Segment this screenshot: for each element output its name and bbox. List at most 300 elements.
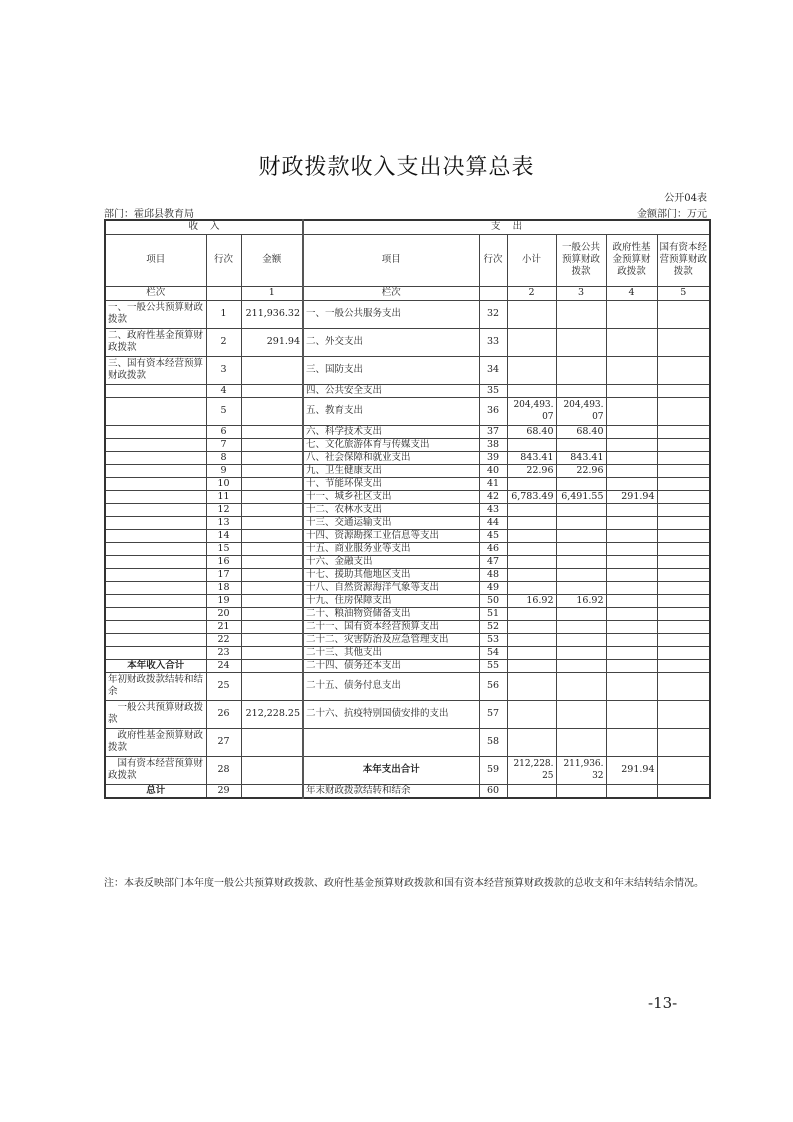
state-amount — [657, 490, 710, 503]
income-item — [105, 503, 206, 516]
state-amount — [657, 784, 710, 798]
income-row-no: 21 — [206, 620, 241, 633]
subtotal-amount: 212,228.25 — [507, 756, 556, 784]
general-amount: 843.41 — [556, 451, 606, 464]
state-amount — [657, 542, 710, 555]
table-row — [105, 425, 710, 438]
general-amount — [556, 328, 606, 356]
subtotal-amount — [507, 384, 556, 397]
income-row-no: 19 — [206, 594, 241, 607]
expense-item: 年末财政拨款结转和结余 — [303, 784, 479, 798]
fund-amount — [606, 784, 657, 798]
state-amount — [657, 594, 710, 607]
table-row — [105, 659, 710, 672]
state-amount — [657, 328, 710, 356]
general-amount: 22.96 — [556, 464, 606, 477]
income-item: 本年收入合计 — [105, 659, 206, 672]
department-label: 部门：霍邱县教育局 — [104, 209, 194, 220]
fund-amount — [606, 594, 657, 607]
income-amount — [241, 594, 303, 607]
state-amount — [657, 356, 710, 384]
general-amount — [556, 646, 606, 659]
general-amount — [556, 356, 606, 384]
expense-item: 十一、城乡社区支出 — [303, 490, 479, 503]
income-row-no: 5 — [206, 397, 241, 425]
table-row — [105, 542, 710, 555]
fund-amount — [606, 516, 657, 529]
page-number: -13- — [648, 994, 678, 1012]
income-amount — [241, 568, 303, 581]
expense-row-no: 47 — [479, 555, 507, 568]
fund-amount — [606, 700, 657, 728]
subtotal-amount — [507, 356, 556, 384]
income-item — [105, 568, 206, 581]
income-amount: 211,936.32 — [241, 300, 303, 328]
fund-amount — [606, 300, 657, 328]
expense-row-no: 38 — [479, 438, 507, 451]
general-amount — [556, 542, 606, 555]
expense-item: 十、节能环保支出 — [303, 477, 479, 490]
expense-row-no: 39 — [479, 451, 507, 464]
expense-row-no: 37 — [479, 425, 507, 438]
table-row — [105, 516, 710, 529]
subtotal-amount — [507, 300, 556, 328]
income-item — [105, 477, 206, 490]
income-item — [105, 425, 206, 438]
general-amount — [556, 384, 606, 397]
fund-amount — [606, 356, 657, 384]
expense-row-no: 44 — [479, 516, 507, 529]
income-amount — [241, 490, 303, 503]
table-row — [105, 555, 710, 568]
fund-amount — [606, 620, 657, 633]
income-row-no: 8 — [206, 451, 241, 464]
general-amount — [556, 607, 606, 620]
income-amount — [241, 756, 303, 784]
expense-row-no: 32 — [479, 300, 507, 328]
income-row-no: 13 — [206, 516, 241, 529]
income-item — [105, 620, 206, 633]
fund-amount — [606, 728, 657, 756]
income-row-no: 25 — [206, 672, 241, 700]
income-item — [105, 451, 206, 464]
income-item — [105, 464, 206, 477]
income-item — [105, 384, 206, 397]
expense-item: 九、卫生健康支出 — [303, 464, 479, 477]
income-amount — [241, 464, 303, 477]
income-amount — [241, 529, 303, 542]
general-amount — [556, 300, 606, 328]
income-header: 收 入 — [105, 220, 303, 234]
state-amount — [657, 581, 710, 594]
general-amount — [556, 503, 606, 516]
state-amount — [657, 672, 710, 700]
income-item — [105, 490, 206, 503]
income-item — [105, 581, 206, 594]
header-state: 国有资本经营预算财政拨款 — [657, 234, 710, 286]
expense-item: 七、文化旅游体育与传媒支出 — [303, 438, 479, 451]
income-amount — [241, 784, 303, 798]
page-title: 财政拨款收入支出决算总表 — [258, 155, 535, 180]
state-amount — [657, 756, 710, 784]
expense-item: 二十二、灾害防治及应急管理支出 — [303, 633, 479, 646]
general-amount: 211,936.32 — [556, 756, 606, 784]
expense-row-no: 51 — [479, 607, 507, 620]
income-row-no: 7 — [206, 438, 241, 451]
income-amount — [241, 646, 303, 659]
state-amount — [657, 300, 710, 328]
subtotal-amount — [507, 438, 556, 451]
income-item — [105, 542, 206, 555]
income-item: 国有资本经营预算财政拨款 — [105, 756, 206, 784]
table-row — [105, 397, 710, 425]
expense-item: 一、一般公共服务支出 — [303, 300, 479, 328]
fund-amount — [606, 646, 657, 659]
subtotal-amount — [507, 529, 556, 542]
expense-item: 十九、住房保障支出 — [303, 594, 479, 607]
income-amount — [241, 555, 303, 568]
expense-item: 十七、援助其他地区支出 — [303, 568, 479, 581]
expense-item: 十四、资源勘探工业信息等支出 — [303, 529, 479, 542]
header-subtotal: 小计 — [507, 234, 556, 286]
general-amount — [556, 438, 606, 451]
income-amount — [241, 477, 303, 490]
expense-row-no: 49 — [479, 581, 507, 594]
income-row-no: 3 — [206, 356, 241, 384]
subtotal-amount — [507, 646, 556, 659]
expense-row-no: 53 — [479, 633, 507, 646]
income-amount: 291.94 — [241, 328, 303, 356]
state-amount — [657, 568, 710, 581]
income-amount — [241, 438, 303, 451]
expense-item: 二十六、抗疫特别国债安排的支出 — [303, 700, 479, 728]
expense-row-no: 33 — [479, 328, 507, 356]
table-row — [105, 451, 710, 464]
expense-row-no: 42 — [479, 490, 507, 503]
income-item: 一、一般公共预算财政拨款 — [105, 300, 206, 328]
state-amount — [657, 728, 710, 756]
expense-item: 二十五、债务付息支出 — [303, 672, 479, 700]
subtotal-amount — [507, 633, 556, 646]
income-row-no: 14 — [206, 529, 241, 542]
table-row — [105, 700, 710, 728]
expense-item: 二十一、国有资本经营预算支出 — [303, 620, 479, 633]
income-item: 年初财政拨款结转和结余 — [105, 672, 206, 700]
general-amount: 16.92 — [556, 594, 606, 607]
general-amount — [556, 784, 606, 798]
header-exp-item: 项目 — [303, 234, 479, 286]
income-item — [105, 594, 206, 607]
subtotal-amount: 68.40 — [507, 425, 556, 438]
income-item — [105, 529, 206, 542]
table-row — [105, 384, 710, 397]
table-row — [105, 328, 710, 356]
general-amount — [556, 620, 606, 633]
income-amount — [241, 672, 303, 700]
expense-item: 十六、金融支出 — [303, 555, 479, 568]
subtotal-amount — [507, 516, 556, 529]
header-item: 项目 — [105, 234, 206, 286]
table-row — [105, 784, 710, 798]
subtotal-amount — [507, 581, 556, 594]
income-row-no: 4 — [206, 384, 241, 397]
expense-item — [303, 728, 479, 756]
expense-row-no: 46 — [479, 542, 507, 555]
income-item — [105, 438, 206, 451]
income-amount — [241, 607, 303, 620]
expense-item: 二十、粮油物资储备支出 — [303, 607, 479, 620]
general-amount — [556, 568, 606, 581]
subtotal-amount — [507, 328, 556, 356]
expense-row-no: 48 — [479, 568, 507, 581]
subtotal-amount — [507, 659, 556, 672]
col-2: 2 — [507, 286, 556, 300]
expense-row-no: 55 — [479, 659, 507, 672]
subtotal-amount — [507, 503, 556, 516]
expense-row-no: 56 — [479, 672, 507, 700]
expense-item: 十三、交通运输支出 — [303, 516, 479, 529]
income-item — [105, 516, 206, 529]
subtotal-amount: 843.41 — [507, 451, 556, 464]
income-row-no: 23 — [206, 646, 241, 659]
general-amount — [556, 555, 606, 568]
income-row-no: 22 — [206, 633, 241, 646]
exp-col-label: 栏次 — [303, 286, 479, 300]
expense-item: 四、公共安全支出 — [303, 384, 479, 397]
income-amount — [241, 451, 303, 464]
fund-amount — [606, 555, 657, 568]
table-row — [105, 464, 710, 477]
general-amount — [556, 672, 606, 700]
general-amount — [556, 529, 606, 542]
fund-amount — [606, 477, 657, 490]
expense-item: 二、外交支出 — [303, 328, 479, 356]
fund-amount — [606, 633, 657, 646]
income-row-no: 16 — [206, 555, 241, 568]
table-row — [105, 607, 710, 620]
state-amount — [657, 646, 710, 659]
subtotal-amount — [507, 542, 556, 555]
expense-row-no: 54 — [479, 646, 507, 659]
general-amount: 68.40 — [556, 425, 606, 438]
expense-row-no: 57 — [479, 700, 507, 728]
fund-amount — [606, 397, 657, 425]
fund-amount — [606, 503, 657, 516]
income-amount — [241, 542, 303, 555]
table-row — [105, 672, 710, 700]
header-fund: 政府性基金预算财政拨款 — [606, 234, 657, 286]
table-row — [105, 568, 710, 581]
subtotal-amount — [507, 784, 556, 798]
income-amount: 212,228.25 — [241, 700, 303, 728]
subtotal-amount: 204,493.07 — [507, 397, 556, 425]
state-amount — [657, 620, 710, 633]
table-row — [105, 646, 710, 659]
state-amount — [657, 438, 710, 451]
table-row — [105, 581, 710, 594]
expense-item: 三、国防支出 — [303, 356, 479, 384]
expense-item: 十二、农林水支出 — [303, 503, 479, 516]
income-row-no: 29 — [206, 784, 241, 798]
expense-row-no: 59 — [479, 756, 507, 784]
col-5: 5 — [657, 286, 710, 300]
expense-row-no: 36 — [479, 397, 507, 425]
state-amount — [657, 659, 710, 672]
table-row — [105, 356, 710, 384]
fund-amount — [606, 607, 657, 620]
subtotal-amount: 22.96 — [507, 464, 556, 477]
income-row-no: 20 — [206, 607, 241, 620]
fund-amount: 291.94 — [606, 490, 657, 503]
state-amount — [657, 451, 710, 464]
expense-item: 八、社会保障和就业支出 — [303, 451, 479, 464]
income-item: 一般公共预算财政拨款 — [105, 700, 206, 728]
income-row-no: 28 — [206, 756, 241, 784]
expense-row-no: 35 — [479, 384, 507, 397]
income-amount — [241, 356, 303, 384]
budget-table — [104, 219, 711, 799]
state-amount — [657, 529, 710, 542]
income-row-no: 12 — [206, 503, 241, 516]
state-amount — [657, 503, 710, 516]
income-item: 三、国有资本经营预算财政拨款 — [105, 356, 206, 384]
fund-amount — [606, 581, 657, 594]
header-amount: 金额 — [241, 234, 303, 286]
subtotal-amount — [507, 700, 556, 728]
income-row-no: 24 — [206, 659, 241, 672]
table-row — [105, 728, 710, 756]
state-amount — [657, 384, 710, 397]
state-amount — [657, 397, 710, 425]
expense-item: 十八、自然资源海洋气象等支出 — [303, 581, 479, 594]
fund-amount — [606, 542, 657, 555]
footnote: 注：本表反映部门本年度一般公共预算财政拨款、政府性基金预算财政拨款和国有资本经营预算财政拨款的总收支和年末结转结余情况。 — [104, 878, 704, 889]
header-general: 一般公共预算财政拨款 — [556, 234, 606, 286]
empty-cell — [479, 286, 507, 300]
income-item: 政府性基金预算财政拨款 — [105, 728, 206, 756]
state-amount — [657, 607, 710, 620]
income-row-no: 17 — [206, 568, 241, 581]
table-row — [105, 490, 710, 503]
expense-row-no: 40 — [479, 464, 507, 477]
expense-row-no: 45 — [479, 529, 507, 542]
expense-header: 支 出 — [303, 220, 710, 234]
expense-item: 五、教育支出 — [303, 397, 479, 425]
general-amount — [556, 728, 606, 756]
subtotal-amount — [507, 728, 556, 756]
expense-row-no: 50 — [479, 594, 507, 607]
expense-row-no: 41 — [479, 477, 507, 490]
general-amount — [556, 477, 606, 490]
income-amount — [241, 516, 303, 529]
header-row-no: 行次 — [206, 234, 241, 286]
general-amount — [556, 633, 606, 646]
fund-amount — [606, 425, 657, 438]
fund-amount — [606, 438, 657, 451]
income-amount — [241, 659, 303, 672]
col-4: 4 — [606, 286, 657, 300]
expense-row-no: 34 — [479, 356, 507, 384]
income-row-no: 27 — [206, 728, 241, 756]
subtotal-amount — [507, 555, 556, 568]
state-amount — [657, 516, 710, 529]
state-amount — [657, 425, 710, 438]
fund-amount — [606, 672, 657, 700]
expense-row-no: 60 — [479, 784, 507, 798]
fund-amount — [606, 464, 657, 477]
income-item — [105, 607, 206, 620]
subtotal-amount — [507, 620, 556, 633]
income-item — [105, 646, 206, 659]
table-row — [105, 594, 710, 607]
table-row — [105, 300, 710, 328]
state-amount — [657, 477, 710, 490]
expense-item: 二十三、其他支出 — [303, 646, 479, 659]
fund-amount — [606, 328, 657, 356]
income-amount — [241, 728, 303, 756]
col-label: 栏次 — [105, 286, 206, 300]
income-item: 总计 — [105, 784, 206, 798]
income-row-no: 1 — [206, 300, 241, 328]
subtotal-amount — [507, 607, 556, 620]
income-amount — [241, 633, 303, 646]
subtotal-amount — [507, 672, 556, 700]
income-row-no: 9 — [206, 464, 241, 477]
subtotal-amount — [507, 477, 556, 490]
income-row-no: 26 — [206, 700, 241, 728]
fund-amount: 291.94 — [606, 756, 657, 784]
income-amount — [241, 503, 303, 516]
subtotal-amount: 16.92 — [507, 594, 556, 607]
income-item — [105, 397, 206, 425]
expense-item: 本年支出合计 — [303, 756, 479, 784]
table-row — [105, 529, 710, 542]
income-amount — [241, 397, 303, 425]
expense-row-no: 52 — [479, 620, 507, 633]
col-1: 1 — [241, 286, 303, 300]
income-item — [105, 555, 206, 568]
general-amount — [556, 700, 606, 728]
expense-item: 六、科学技术支出 — [303, 425, 479, 438]
subtotal-amount — [507, 568, 556, 581]
expense-item: 十五、商业服务业等支出 — [303, 542, 479, 555]
income-row-no: 18 — [206, 581, 241, 594]
income-amount — [241, 384, 303, 397]
table-row — [105, 633, 710, 646]
general-amount — [556, 659, 606, 672]
fund-amount — [606, 529, 657, 542]
fund-amount — [606, 659, 657, 672]
state-amount — [657, 633, 710, 646]
general-amount — [556, 516, 606, 529]
fund-amount — [606, 568, 657, 581]
income-amount — [241, 425, 303, 438]
table-row — [105, 756, 710, 784]
table-number: 公开04表 — [664, 193, 707, 204]
table-row — [105, 620, 710, 633]
general-amount — [556, 581, 606, 594]
income-amount — [241, 581, 303, 594]
expense-row-no: 58 — [479, 728, 507, 756]
income-row-no: 6 — [206, 425, 241, 438]
col-3: 3 — [556, 286, 606, 300]
fund-amount — [606, 384, 657, 397]
subtotal-amount: 6,783.49 — [507, 490, 556, 503]
table-row — [105, 438, 710, 451]
header-exp-row-no: 行次 — [479, 234, 507, 286]
table-row — [105, 477, 710, 490]
income-row-no: 15 — [206, 542, 241, 555]
